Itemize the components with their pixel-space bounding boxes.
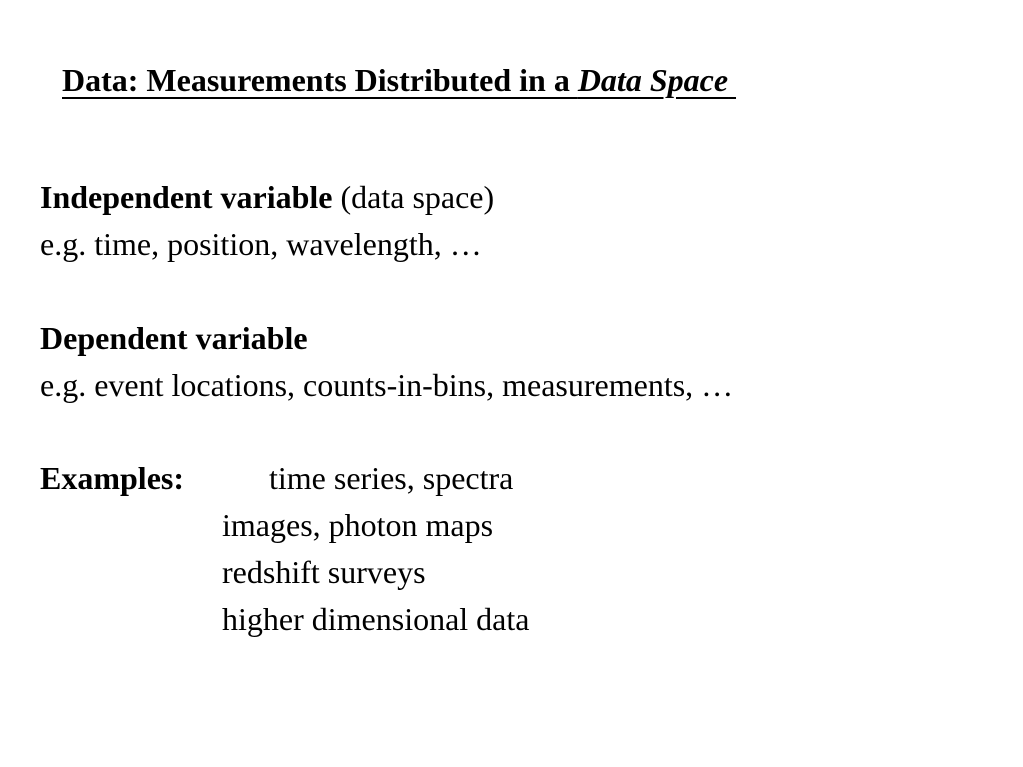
example-item: images, photon maps bbox=[222, 507, 494, 543]
independent-variable-qualifier: (data space) bbox=[332, 179, 495, 215]
examples-first-line bbox=[40, 455, 529, 502]
independent-variable-heading: Independent variable bbox=[40, 179, 333, 215]
dependent-variable-heading: Dependent variable bbox=[40, 320, 308, 356]
examples-section bbox=[40, 455, 529, 643]
title-emphasis: Data Space bbox=[577, 62, 729, 98]
independent-variable-section bbox=[40, 174, 494, 268]
dependent-variable-section bbox=[40, 315, 733, 409]
slide-title bbox=[62, 58, 736, 102]
title-trailing-space bbox=[728, 62, 736, 98]
example-item: higher dimensional data bbox=[222, 601, 530, 637]
title-prefix: Data: Measurements Distributed in a bbox=[62, 62, 578, 98]
example-item: time series, spectra bbox=[269, 460, 514, 496]
independent-variable-examples: e.g. time, position, wavelength, … bbox=[40, 226, 482, 262]
dependent-variable-examples: e.g. event locations, counts-in-bins, measurements, … bbox=[40, 367, 734, 403]
examples-label: Examples: bbox=[40, 460, 184, 496]
independent-variable-line bbox=[40, 174, 494, 221]
example-item: redshift surveys bbox=[222, 554, 426, 590]
